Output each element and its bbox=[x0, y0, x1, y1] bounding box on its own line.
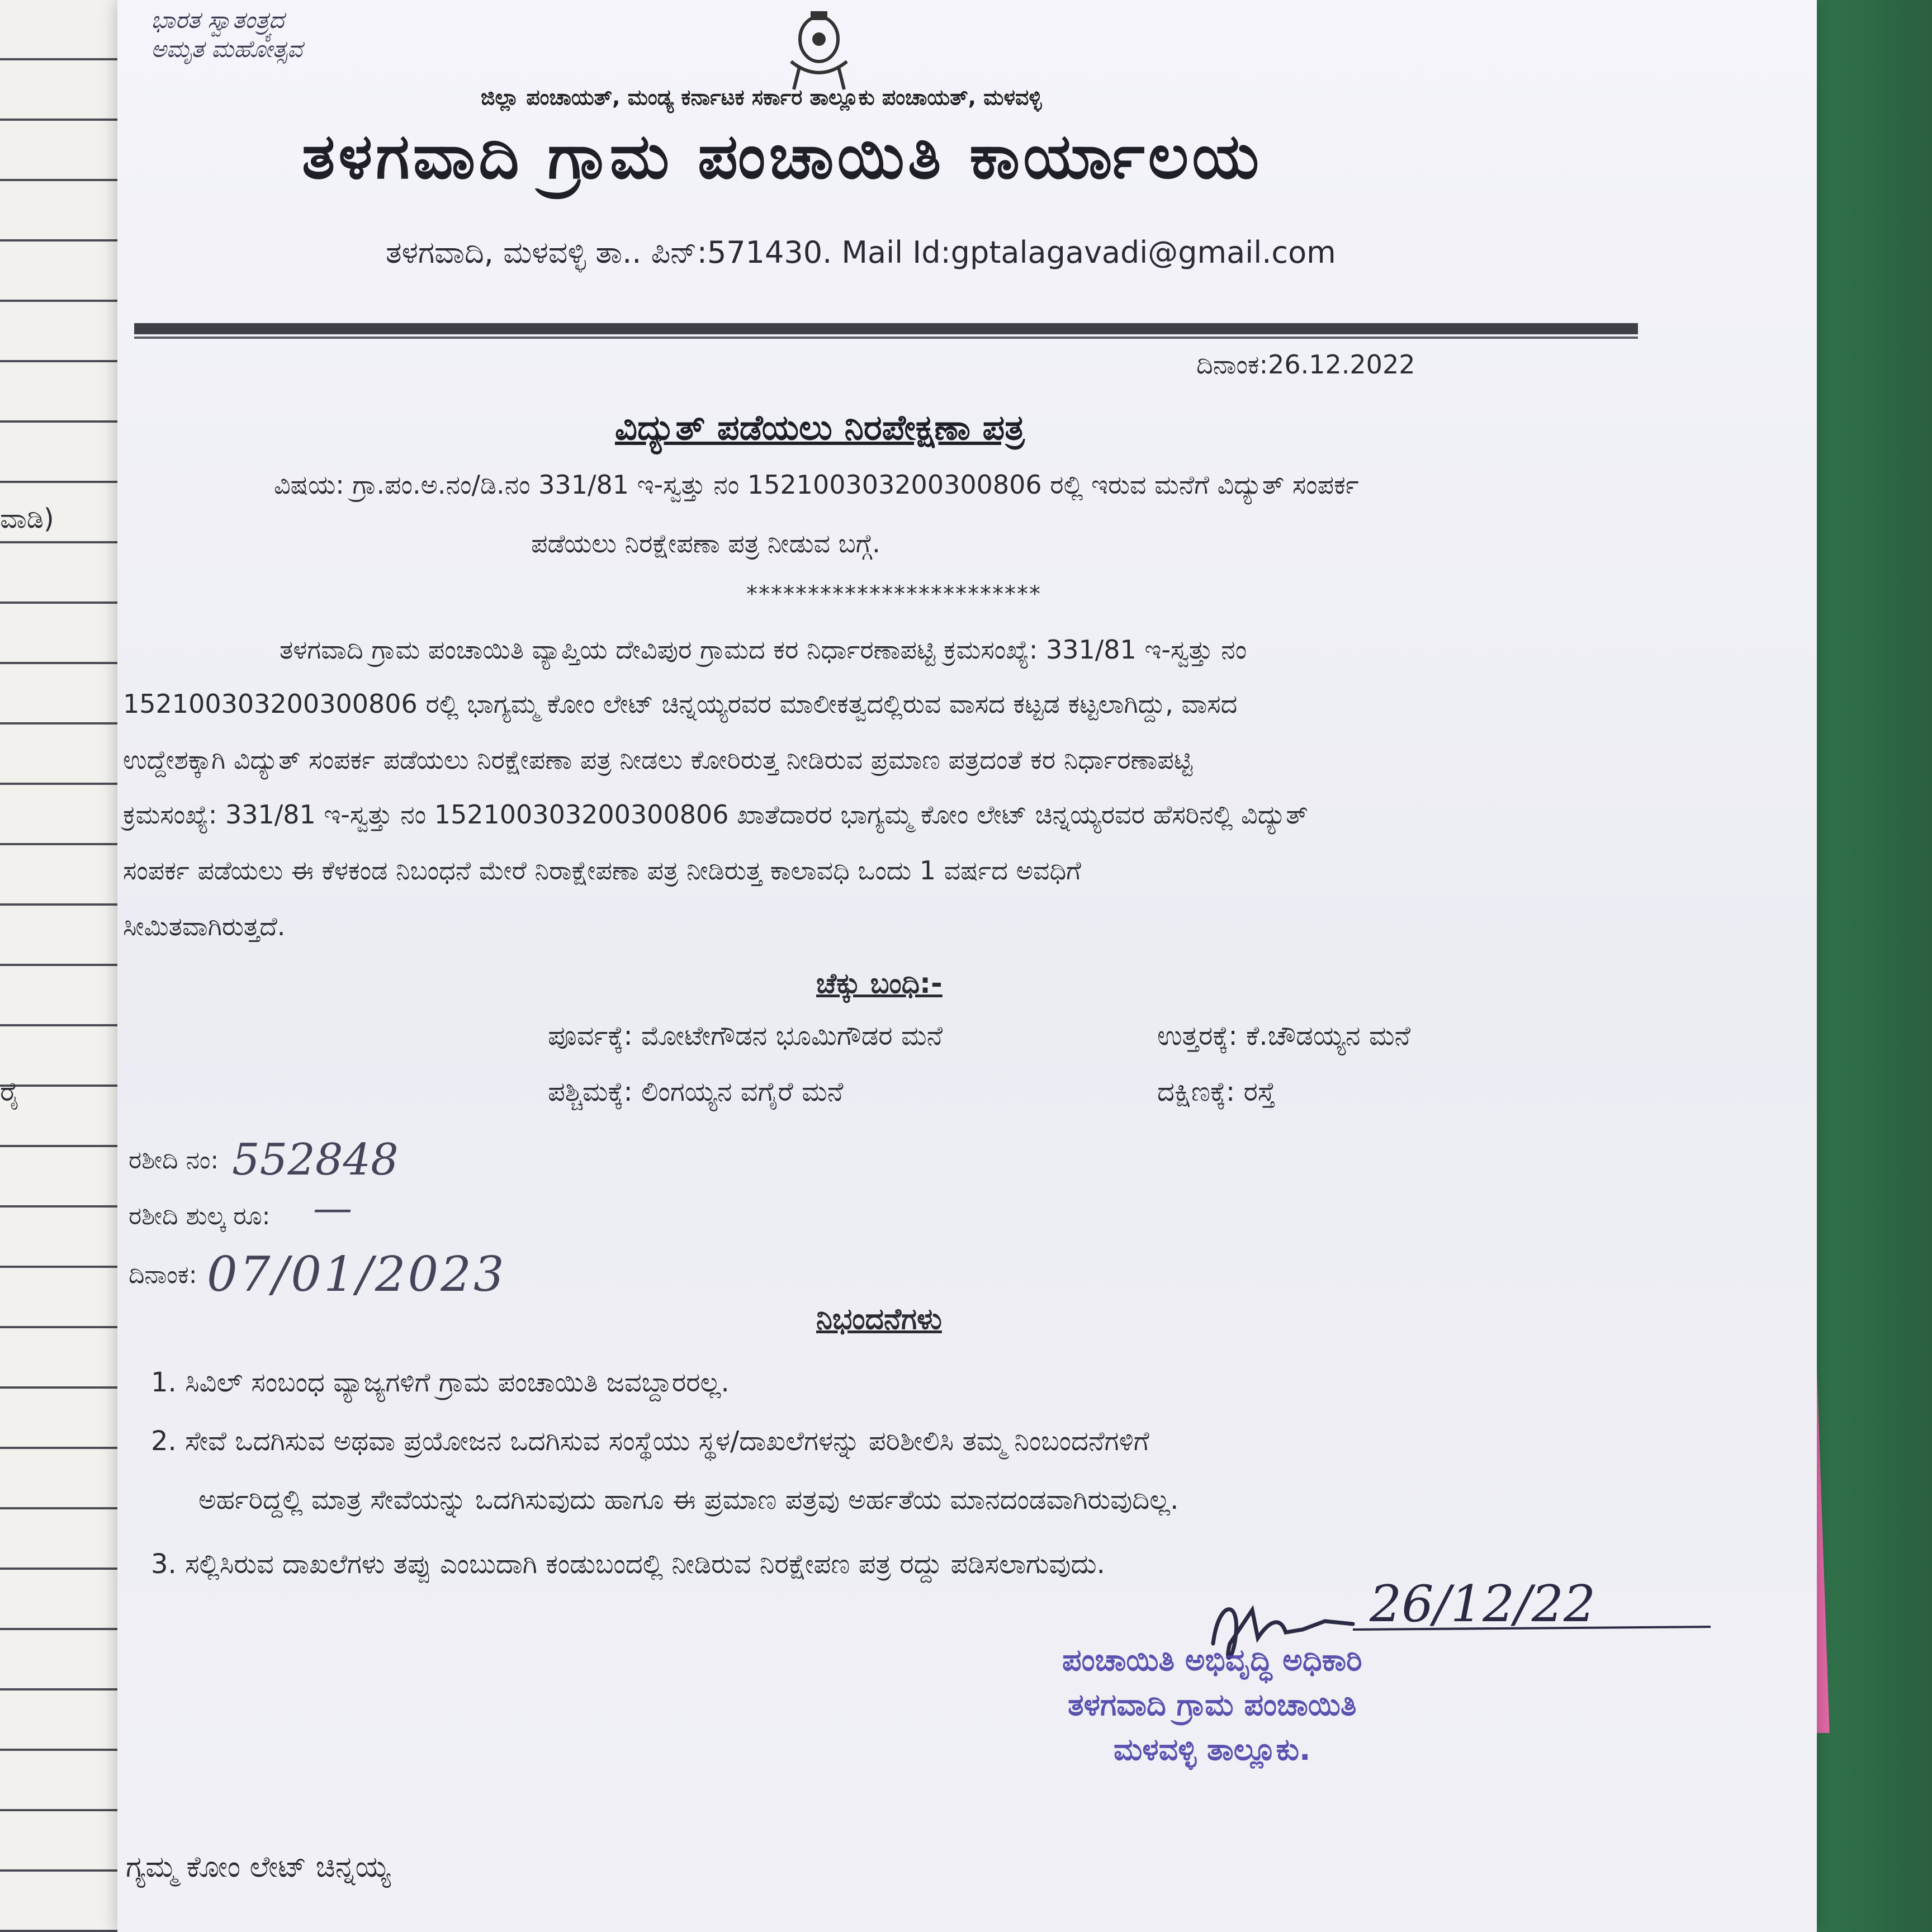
condition-item: 1. ಸಿವಿಲ್ ಸಂಬಂಧ ವ್ಯಾಜ್ಯಗಳಿಗೆ ಗ್ರಾಮ ಪಂಚಾಯಿತಿ ಜವಬ್ದಾರರಲ್ಲ. bbox=[151, 1367, 730, 1398]
receipt-number-value: 552848 bbox=[232, 1135, 399, 1185]
receipt-fee-label: ರಶೀದಿ ಶುಲ್ಕ ರೂ: bbox=[129, 1202, 271, 1230]
boundary-west: ಪಶ್ಚಿಮಕ್ಕೆ: ಲಿಂಗಯ್ಯನ ವಗೈರೆ ಮನೆ bbox=[548, 1076, 844, 1107]
stamp-line-3: ಮಳವಳ್ಳಿ ತಾಲ್ಲೂಕು. bbox=[1114, 1732, 1311, 1767]
amrit-mahotsav-logo bbox=[151, 6, 302, 64]
body-line: ಸಂಪರ್ಕ ಪಡೆಯಲು ಈ ಕೆಳಕಂಡ ನಿಬಂಧನೆ ಮೇರೆ ನಿರಾಕ್ಷೇಪಣಾ ಪತ್ರ ನೀಡಿರುತ್ತ ಕಾಲಾವಧಿ ಒಂದು 1 ವರ್ಷದ ಅವಧಿಗೆ bbox=[123, 855, 1081, 886]
conditions-heading: ನಿಭಂದನೆಗಳು bbox=[816, 1303, 942, 1336]
recipient-name: ಗ್ಯಮ್ಮ ಕೋಂ ಲೇಟ್ ಚಿನ್ನಯ್ಯ bbox=[126, 1850, 391, 1884]
logo-line-2: ಅಮೃತ ಮಹೋತ್ಸವ bbox=[151, 35, 303, 63]
body-line: 152100303200300806 ರಲ್ಲಿ ಭಾಗ್ಯಮ್ಮ ಕೋಂ ಲೇಟ್ ಚಿನ್ನಯ್ಯರವರ ಮಾಲೀಕತ್ವದಲ್ಲಿರುವ ವಾಸದ ಕಟ್ಟಡ ಕಟ್ಟಲಾಗಿದ್ದು, ವಾಸದ bbox=[123, 689, 1238, 719]
signature-date: 26/12/22 bbox=[1370, 1576, 1596, 1633]
document-title: ವಿದ್ಯುತ್ ಪಡೆಯಲು ನಿರಪೇಕ್ಷಣಾ ಪತ್ರ bbox=[615, 407, 1025, 448]
document-date: ದಿನಾಂಕ:26.12.2022 bbox=[1196, 349, 1415, 380]
header-divider-thin bbox=[134, 337, 1638, 339]
subject-line-2: ಪಡೆಯಲು ನಿರಕ್ಷೇಪಣಾ ಪತ್ರ ನೀಡುವ ಬಗ್ಗೆ. bbox=[531, 528, 880, 558]
body-line: ಉದ್ದೇಶಕ್ಕಾಗಿ ವಿದ್ಯುತ್ ಸಂಪರ್ಕ ಪಡೆಯಲು ನಿರಕ್ಷೇಪಣಾ ಪತ್ರ ನೀಡಲು ಕೋರಿರುತ್ತ ನೀಡಿರುವ ಪ್ರಮಾಣ ಪತ್ರದಂತೆ ಕರ ನಿರ್ಧಾರಣಾಪಟ್ಟಿ bbox=[123, 745, 1193, 775]
stamp-line-2: ತಳಗವಾದಿ ಗ್ರಾಮ ಪಂಚಾಯಿತಿ bbox=[1068, 1687, 1357, 1722]
address-line: ತಳಗವಾದಿ, ಮಳವಳ್ಳಿ ತಾ.. ಪಿನ್:571430. Mail Id:gptalagavadi@gmail.com bbox=[386, 235, 1336, 270]
district-taluk-line: ಜಿಲ್ಲಾ ಪಂಚಾಯತ್, ಮಂಡ್ಯ ಕರ್ನಾಟಕ ಸರ್ಕಾರ ತಾಲ್ಲೂಕು ಪಂಚಾಯತ್, ಮಳವಳ್ಳಿ bbox=[481, 85, 1042, 110]
receipt-fee-value: — bbox=[313, 1185, 352, 1231]
official-seal-stamp bbox=[1062, 1638, 1362, 1772]
receipt-date-value: 07/01/2023 bbox=[207, 1247, 506, 1303]
left-sheet-text-2: ರೈ bbox=[0, 1076, 20, 1107]
stamp-line-1: ಪಂಚಾಯಿತಿ ಅಭಿವೃದ್ಧಿ ಅಧಿಕಾರಿ bbox=[1062, 1642, 1362, 1678]
condition-item-continued: ಅರ್ಹರಿದ್ದಲ್ಲಿ ಮಾತ್ರ ಸೇವೆಯನ್ನು ಒದಗಿಸುವುದು ಹಾಗೂ ಈ ಪ್ರಮಾಣ ಪತ್ರವು ಅರ್ಹತೆಯ ಮಾನದಂಡವಾಗಿರುವುದಿಲ್ಲ. bbox=[198, 1484, 1179, 1516]
receipt-date-label: ದಿನಾಂಕ: bbox=[129, 1261, 197, 1289]
condition-item: 2. ಸೇವೆ ಒದಗಿಸುವ ಅಥವಾ ಪ್ರಯೋಜನ ಒದಗಿಸುವ ಸಂಸ್ಥೆಯು ಸ್ಥಳ/ದಾಖಲೆಗಳನ್ನು ಪರಿಶೀಲಿಸಿ ತಮ್ಮ ನಿಂಬಂದನೆಗಳಿಗೆ bbox=[151, 1426, 1149, 1457]
receipt-number-label: ರಶೀದಿ ನಂ: bbox=[129, 1146, 219, 1175]
state-emblem-icon bbox=[771, 0, 866, 95]
body-line: ಕ್ರಮಸಂಖ್ಯೆ: 331/81 ಇ-ಸ್ವತ್ತು ನಂ 152100303200300806 ಖಾತೆದಾರರ ಭಾಗ್ಯಮ್ಮ ಕೋಂ ಲೇಟ್ ಚಿನ್ನಯ್ಯರವರ ಹೆಸರಿನಲ್ಲಿ ವಿದ್ಯುತ್ bbox=[123, 799, 1308, 830]
left-sheet-text-1: ವಾಡಿ) bbox=[0, 503, 54, 534]
boundary-east: ಪೂರ್ವಕ್ಕೆ: ಮೋಟೇಗೌಡನ ಭೂಮಿಗೌಡರ ಮನೆ bbox=[548, 1020, 943, 1052]
office-title: ತಳಗವಾದಿ ಗ್ರಾಮ ಪಂಚಾಯಿತಿ ಕಾರ್ಯಾಲಯ bbox=[302, 120, 1263, 193]
boundaries-heading: ಚೆಕ್ಕು ಬಂಧಿ:- bbox=[816, 967, 943, 1000]
boundary-north: ಉತ್ತರಕ್ಕೆ: ಕೆ.ಚೌಡಯ್ಯನ ಮನೆ bbox=[1157, 1020, 1411, 1052]
asterisk-separator: ************************ bbox=[746, 581, 1041, 607]
subject-line-1: ವಿಷಯ: ಗ್ರಾ.ಪಂ.ಅ.ನಂ/ಡಿ.ನಂ 331/81 ಇ-ಸ್ವತ್ತು ನಂ 152100303200300806 ರಲ್ಲಿ ಇರುವ ಮನೆಗೆ ವಿದ್ಯುತ್ ಸಂಪರ್ಕ bbox=[274, 470, 1359, 500]
logo-line-1: ಭಾರತ ಸ್ವಾತಂತ್ರ್ಯದ bbox=[151, 6, 285, 34]
boundary-south: ದಕ್ಷಿಣಕ್ಕೆ: ರಸ್ತೆ bbox=[1157, 1076, 1276, 1107]
body-line: ತಳಗವಾದಿ ಗ್ರಾಮ ಪಂಚಾಯಿತಿ ವ್ಯಾಪ್ತಿಯ ದೇವಿಪುರ ಗ್ರಾಮದ ಕರ ನಿರ್ಧಾರಣಾಪಟ್ಟಿ ಕ್ರಮಸಂಖ್ಯೆ: 331/81 ಇ-ಸ್ವತ್ತು ನಂ bbox=[280, 634, 1247, 665]
header-divider bbox=[134, 323, 1638, 334]
condition-item: 3. ಸಲ್ಲಿಸಿರುವ ದಾಖಲೆಗಳು ತಪ್ಪು ಎಂಬುದಾಗಿ ಕಂಡುಬಂದಲ್ಲಿ ನೀಡಿರುವ ನಿರಕ್ಷೇಪಣ ಪತ್ರ ರದ್ದು ಪಡಿಸಲಾಗುವುದು. bbox=[151, 1549, 1105, 1580]
body-line: ಸೀಮಿತವಾಗಿರುತ್ತದೆ. bbox=[123, 911, 286, 941]
